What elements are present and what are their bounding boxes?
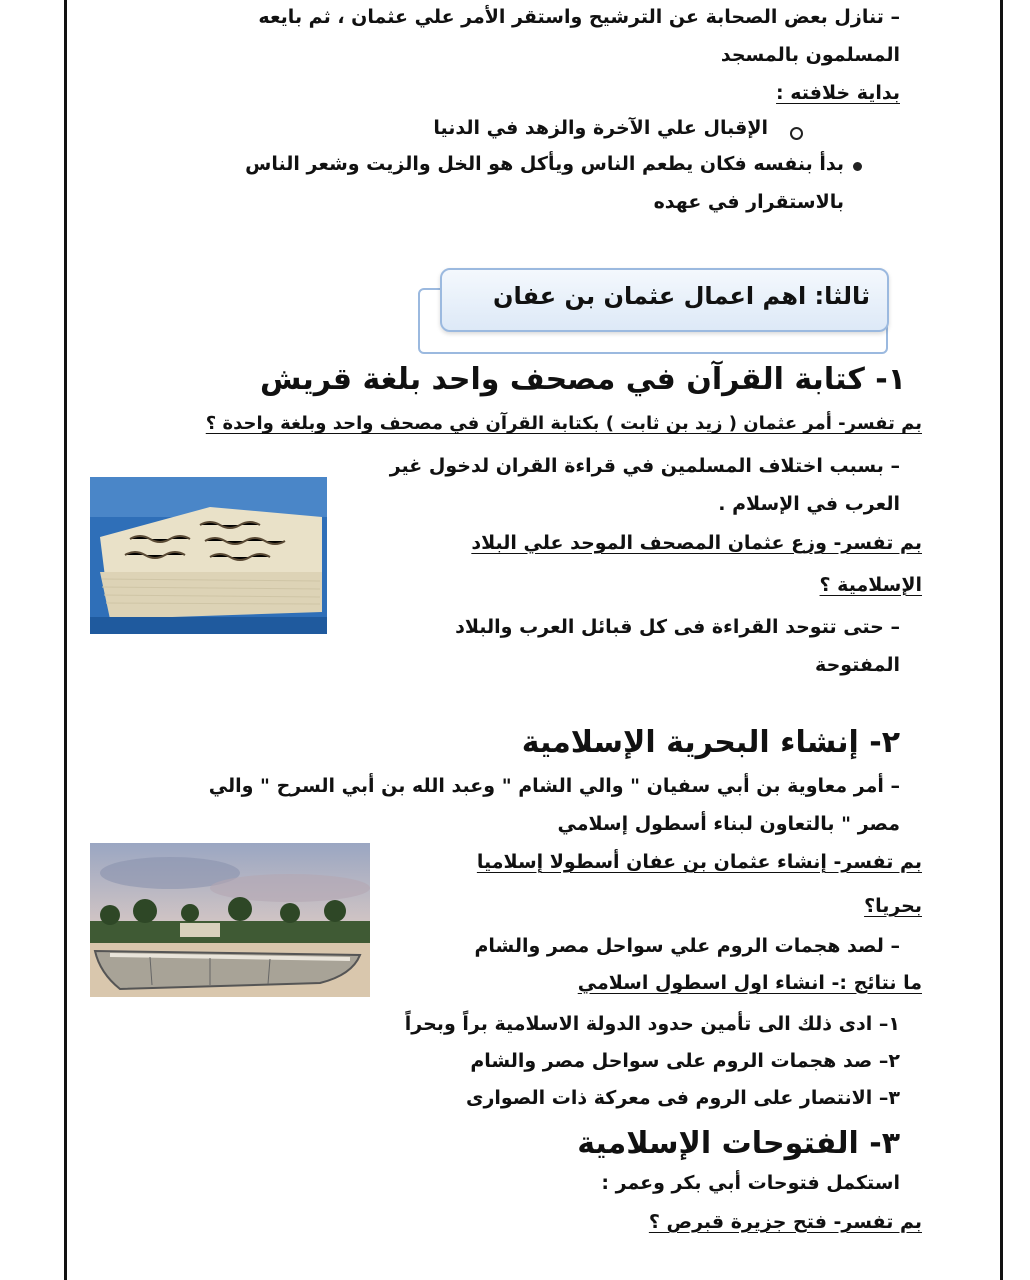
- result-item: ٣– الانتصار على الروم فى معركة ذات الصوارى: [466, 1087, 900, 1109]
- answer-line: المفتوحة: [815, 654, 900, 676]
- circle-bullet-icon: [790, 127, 803, 140]
- section-title: ثالثا: اهم اعمال عثمان بن عفان: [492, 282, 870, 310]
- boat-image: [90, 843, 370, 997]
- question: بم تفسر- أمر عثمان ( زيد بن ثابت ) بكتابة القرآن في مصحف واحد وبلغة واحدة ؟: [205, 413, 922, 434]
- paragraph-line: استكمل فتوحات أبي بكر وعمر :: [601, 1172, 900, 1194]
- results-heading: ما نتائج :- انشاء اول اسطول اسلامي: [577, 972, 922, 994]
- answer-line: – حتى تتوحد القراءة فى كل قبائل العرب والبلاد: [455, 616, 900, 638]
- section-heading: ٣- الفتوحات الإسلامية: [577, 1126, 900, 1161]
- quran-manuscript-image: [90, 477, 327, 634]
- question: بم تفسر- إنشاء عثمان بن عفان أسطولا إسلاميا: [476, 851, 922, 873]
- page-border-left: [64, 0, 67, 1280]
- intro-line: – تنازل بعض الصحابة عن الترشيح واستقر الأمر علي عثمان ، ثم بايعه: [258, 6, 900, 28]
- question: بحريا؟: [864, 895, 922, 917]
- paragraph-line: مصر " بالتعاون لبناء أسطول إسلامي: [557, 813, 900, 835]
- section-heading: ١- كتابة القرآن في مصحف واحد بلغة قريش: [260, 362, 906, 397]
- dot-bullet-icon: [853, 162, 862, 171]
- bullet-item: الإقبال علي الآخرة والزهد في الدنيا: [433, 117, 768, 139]
- answer-line: العرب في الإسلام .: [718, 493, 900, 515]
- question: بم تفسر- وزع عثمان المصحف الموحد علي البلاد: [471, 532, 922, 554]
- intro-line: المسلمون بالمسجد: [720, 44, 900, 66]
- bullet-item: بدأ بنفسه فكان يطعم الناس ويأكل هو الخل والزيت وشعر الناس: [245, 153, 844, 175]
- question: الإسلامية ؟: [819, 574, 922, 596]
- paragraph-line: – أمر معاوية بن أبي سفيان " والي الشام " وعبد الله بن أبي السرح " والي: [208, 775, 900, 797]
- subheading: بداية خلافته :: [776, 82, 900, 104]
- result-item: ٢– صد هجمات الروم على سواحل مصر والشام: [470, 1050, 900, 1072]
- result-item: ١– ادى ذلك الى تأمين حدود الدولة الاسلامية براً وبحراً: [404, 1013, 900, 1035]
- answer-line: – بسبب اختلاف المسلمين في قراءة القران لدخول غير: [389, 455, 900, 477]
- page-border-right: [1000, 0, 1003, 1280]
- question: بم تفسر- فتح جزيرة قبرص ؟: [648, 1211, 922, 1233]
- answer-line: – لصد هجمات الروم علي سواحل مصر والشام: [474, 935, 900, 957]
- bullet-item: بالاستقرار في عهده: [653, 191, 844, 213]
- section-heading: ٢- إنشاء البحرية الإسلامية: [521, 725, 900, 760]
